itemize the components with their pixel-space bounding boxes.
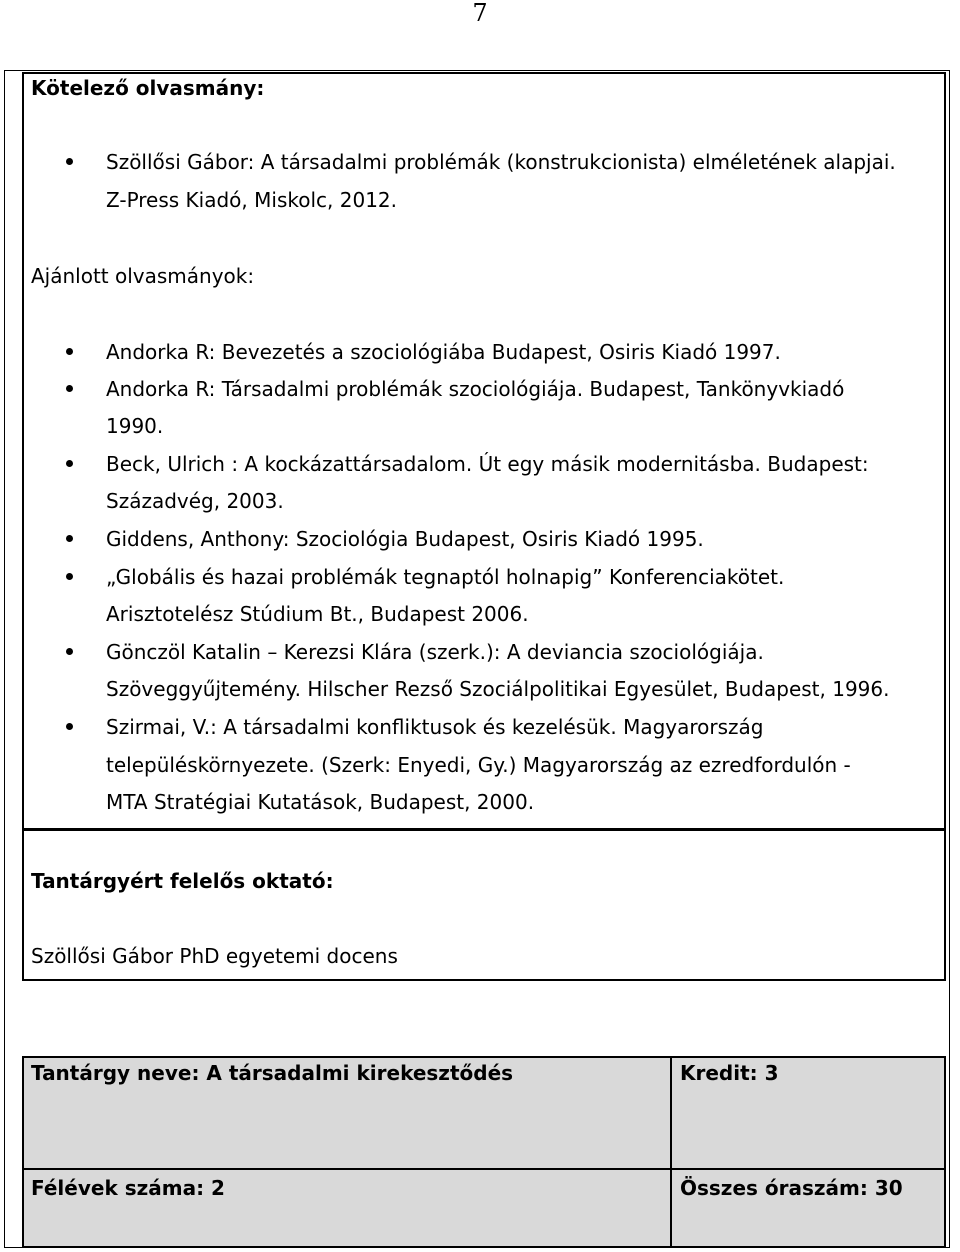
list-item-line: Gönczöl Katalin – Kerezsi Klára (szerk.): A deviancia szociológiája.: [106, 640, 764, 664]
bullet-icon: [66, 460, 73, 467]
list-item-line: Arisztotelész Stúdium Bt., Budapest 2006.: [106, 602, 529, 626]
list-item-line: Századvég, 2003.: [106, 489, 284, 513]
list-item-line: Szirmai, V.: A társadalmi konfliktusok és kezelésük. Magyarország: [106, 715, 764, 739]
responsible-teacher-name: Szöllősi Gábor PhD egyetemi docens: [31, 944, 398, 968]
subject-semesters: Félévek száma: 2: [31, 1176, 225, 1200]
list-item-line: Szöllősi Gábor: A társadalmi problémák (konstrukcionista) elméletének alapjai.: [106, 150, 896, 174]
bullet-icon: [66, 648, 73, 655]
table-divider: [670, 1056, 672, 1248]
subject-credit: Kredit: 3: [680, 1061, 779, 1085]
bullet-icon: [66, 348, 73, 355]
bullet-icon: [66, 385, 73, 392]
page-number: 7: [472, 0, 488, 27]
subject-name: Tantárgy neve: A társadalmi kirekesztődés: [31, 1061, 514, 1085]
list-item-line: Beck, Ulrich : A kockázattársadalom. Út egy másik modernitásba. Budapest:: [106, 452, 869, 476]
bullet-icon: [66, 158, 73, 165]
list-item-line: Szöveggyűjtemény. Hilscher Rezső Szociálpolitikai Egyesület, Budapest, 1996.: [106, 677, 890, 701]
list-item-line: 1990.: [106, 414, 164, 438]
table-divider: [22, 1168, 946, 1170]
list-item-line: Z-Press Kiadó, Miskolc, 2012.: [106, 188, 397, 212]
subject-total-hours: Összes óraszám: 30: [680, 1176, 903, 1200]
bullet-icon: [66, 573, 73, 580]
list-item-line: MTA Stratégiai Kutatások, Budapest, 2000.: [106, 790, 535, 814]
responsible-teacher-heading: Tantárgyért felelős oktató:: [31, 869, 334, 893]
recommended-reading-heading: Ajánlott olvasmányok:: [31, 264, 255, 288]
bullet-icon: [66, 723, 73, 730]
list-item-line: Giddens, Anthony: Szociológia Budapest, Osiris Kiadó 1995.: [106, 527, 704, 551]
list-item-line: Andorka R: Társadalmi problémák szociológiája. Budapest, Tankönyvkiadó: [106, 377, 845, 401]
list-item-line: településkörnyezete. (Szerk: Enyedi, Gy.) Magyarország az ezredfordulón -: [106, 753, 851, 777]
required-reading-heading: Kötelező olvasmány:: [31, 76, 265, 100]
list-item-line: „Globális és hazai problémák tegnaptól holnapig” Konferenciakötet.: [106, 565, 785, 589]
list-item-line: Andorka R: Bevezetés a szociológiába Budapest, Osiris Kiadó 1997.: [106, 340, 781, 364]
bullet-icon: [66, 535, 73, 542]
